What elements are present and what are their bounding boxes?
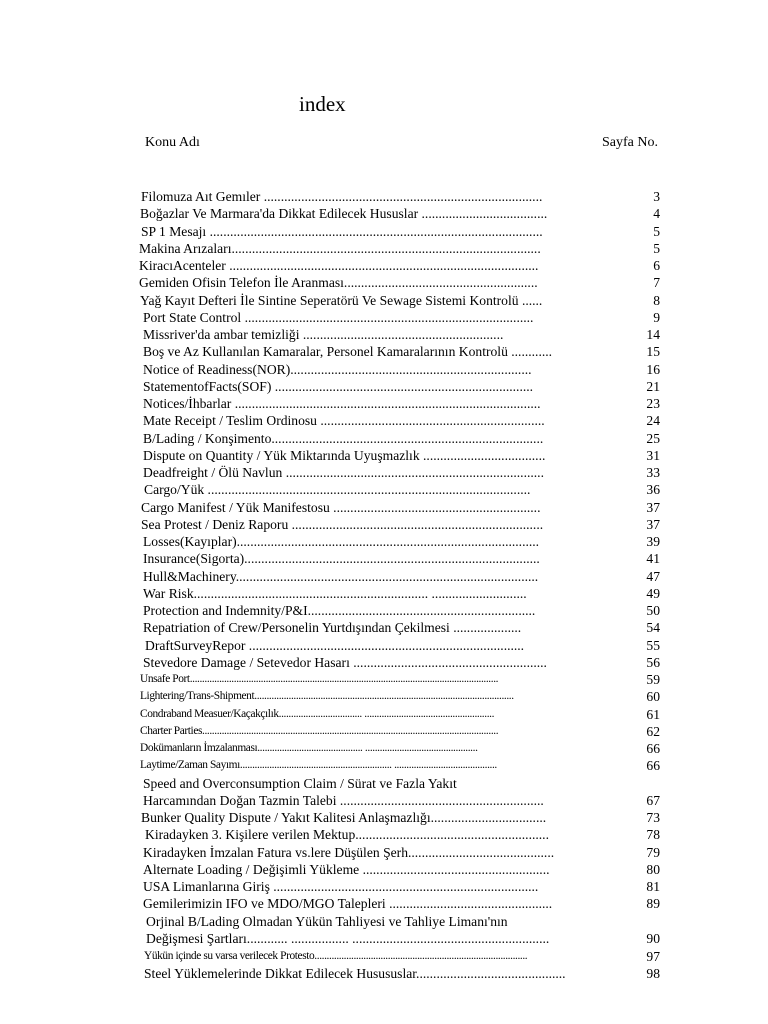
entry-title: War Risk..................................................................... ............................ bbox=[143, 585, 527, 601]
entry-title: Makina Arızaları........................................................................................... bbox=[139, 240, 541, 256]
entry-title: Notices/İhbarlar .......................................................................................... bbox=[143, 396, 541, 411]
index-entry bbox=[0, 757, 768, 774]
entry-title: Alternate Loading / Değişimli Yükleme ....................................................... bbox=[143, 861, 550, 877]
entry-title: Condraband Measuer/Kaçakçılık.................................. ..................................................... bbox=[140, 707, 495, 720]
entry-page-number: 98 bbox=[646, 966, 660, 982]
index-entry bbox=[0, 205, 768, 222]
index-entry bbox=[0, 619, 768, 636]
index-entry bbox=[0, 430, 768, 447]
topic-column-header: Konu Adı bbox=[145, 135, 200, 150]
entry-page-number: 37 bbox=[646, 516, 660, 532]
entry-title: Repatriation of Crew/Personelin Yurtdışından Çekilmesi .................... bbox=[143, 620, 522, 636]
entry-page-number: 49 bbox=[646, 585, 660, 601]
entry-title: Filomuza Aıt Gemıler .................................................................................. bbox=[141, 189, 543, 204]
index-entry bbox=[0, 568, 768, 585]
entry-title: Kiradayken 3. Kişilere verilen Mektup......................................................... bbox=[145, 827, 549, 843]
entry-title: Mate Receipt / Teslim Ordinosu .................................................................. bbox=[143, 413, 545, 429]
entry-title: Boğazlar Ve Marmara'da Dikkat Edilecek Hususlar ..................................... bbox=[140, 206, 548, 222]
entry-page-number: 79 bbox=[646, 844, 660, 860]
index-entry bbox=[0, 602, 768, 619]
entry-page-number: 73 bbox=[646, 810, 660, 825]
entry-page-number: 41 bbox=[646, 551, 660, 567]
index-entry bbox=[0, 240, 768, 257]
entry-title: Gemilerimizin IFO ve MDO/MGO Talepleri ................................................ bbox=[143, 896, 553, 912]
index-entry bbox=[0, 274, 768, 291]
index-entry bbox=[0, 585, 768, 602]
entry-title: B/Lading / Konşimento................................................................................ bbox=[143, 430, 544, 446]
entry-title: Laytime/Zaman Sayımı.............................................................. .......................................... bbox=[140, 759, 497, 772]
index-entry bbox=[0, 809, 768, 826]
index-entry bbox=[0, 654, 768, 671]
index-entry bbox=[0, 706, 768, 723]
index-entry bbox=[0, 723, 768, 740]
entry-page-number: 21 bbox=[646, 378, 660, 394]
entry-page-number: 80 bbox=[646, 861, 660, 877]
entry-title: Boş ve Az Kullanılan Kamaralar, Personel Kamaralarının Kontrolü ............ bbox=[143, 344, 553, 360]
entry-page-number: 67 bbox=[646, 792, 660, 808]
index-entry bbox=[0, 257, 768, 274]
entry-page-number: 16 bbox=[646, 361, 660, 377]
entry-page-number: 25 bbox=[646, 430, 660, 446]
entry-page-number: 36 bbox=[646, 482, 660, 498]
entry-title: Port State Control ..................................................................................... bbox=[143, 309, 534, 325]
entry-page-number: 54 bbox=[646, 620, 660, 636]
entry-page-number: 3 bbox=[653, 189, 660, 204]
entry-title: Cargo Manifest / Yük Manifestosu ............................................................. bbox=[141, 499, 541, 515]
entry-title: Yağ Kayıt Defteri İle Sintine Seperatörü Ve Sewage Sistemi Kontrolü ...... bbox=[140, 292, 543, 308]
entry-title: Dokümanların İmzalanması........................................... .............................................. bbox=[140, 742, 478, 754]
entry-title: KiracıAcenteler ........................................................................................... bbox=[139, 258, 539, 273]
entry-page-number: 5 bbox=[653, 240, 660, 256]
index-entry bbox=[0, 913, 768, 931]
entry-title: Protection and Indemnity/P&I................................................................... bbox=[143, 603, 536, 618]
entry-page-number: 60 bbox=[646, 689, 660, 705]
entry-page-number: 47 bbox=[646, 568, 660, 584]
entry-page-number: 23 bbox=[646, 396, 660, 411]
entry-page-number: 55 bbox=[646, 637, 660, 653]
entry-title: Speed and Overconsumption Claim / Sürat ve Fazla Yakıt bbox=[143, 775, 457, 791]
entry-title: Lightering/Trans-Shipment.......................................................................................................... bbox=[140, 690, 514, 703]
entry-page-number: 14 bbox=[646, 327, 660, 342]
entry-title: Sea Protest / Deniz Raporu .......................................................................... bbox=[141, 516, 544, 532]
entry-page-number: 81 bbox=[646, 879, 660, 894]
entry-page-number: 90 bbox=[646, 931, 660, 947]
entry-title: Değişmesi Şartları............ ................. .......................................................... bbox=[146, 931, 550, 947]
page-title: index bbox=[299, 92, 346, 116]
entry-title: StatementofFacts(SOF) ............................................................................ bbox=[143, 378, 534, 394]
entry-page-number: 4 bbox=[653, 206, 660, 222]
index-entry bbox=[0, 792, 768, 809]
entry-title: Kiradayken İmzalan Fatura vs.lere Düşülen Şerh........................................... bbox=[143, 844, 555, 860]
index-entry bbox=[0, 826, 768, 843]
entry-page-number: 33 bbox=[646, 465, 660, 480]
index-entry bbox=[0, 930, 768, 948]
index-entry bbox=[0, 878, 768, 895]
entry-page-number: 50 bbox=[646, 603, 660, 618]
entry-title: Dispute on Quantity / Yük Miktarında Uyuşmazlık .................................... bbox=[143, 447, 546, 463]
index-entry bbox=[0, 309, 768, 326]
entry-title: Stevedore Damage / Setevedor Hasarı ......................................................... bbox=[143, 654, 547, 670]
entry-title: USA Limanlarına Giriş .............................................................................. bbox=[143, 879, 539, 894]
entry-title: Steel Yüklemelerinde Dikkat Edilecek Husususlar............................................ bbox=[144, 966, 566, 982]
entry-page-number: 6 bbox=[653, 258, 660, 273]
entry-page-number: 37 bbox=[646, 499, 660, 515]
entry-title: Deadfreight / Ölü Navlun ............................................................................ bbox=[143, 465, 544, 480]
index-entry bbox=[0, 223, 768, 240]
entry-title: Orjinal B/Lading Olmadan Yükün Tahliyesi ve Tahliye Limanı'nın bbox=[146, 913, 508, 929]
index-entry bbox=[0, 775, 768, 792]
index-entry bbox=[0, 861, 768, 878]
page-column-header: Sayfa No. bbox=[602, 135, 658, 150]
index-entry bbox=[0, 965, 768, 983]
index-entry bbox=[0, 343, 768, 360]
index-entry bbox=[0, 292, 768, 309]
entry-page-number: 7 bbox=[653, 275, 660, 291]
entry-page-number: 31 bbox=[646, 447, 660, 463]
entry-title: Cargo/Yük ............................................................................................... bbox=[144, 482, 531, 498]
index-entry bbox=[0, 395, 768, 412]
entry-page-number: 8 bbox=[653, 292, 660, 308]
index-entry bbox=[0, 516, 768, 533]
index-entry bbox=[0, 671, 768, 688]
entry-page-number: 5 bbox=[653, 223, 660, 239]
index-list bbox=[0, 188, 768, 983]
entry-title: Gemiden Ofisin Telefon İle Aranması......................................................... bbox=[139, 275, 538, 291]
index-entry bbox=[0, 533, 768, 550]
index-entry bbox=[0, 447, 768, 464]
index-entry bbox=[0, 378, 768, 395]
entry-page-number: 56 bbox=[646, 654, 660, 670]
entry-title: Unsafe Port.............................................................................................................................. bbox=[140, 673, 499, 685]
entry-title: DraftSurveyRepor ................................................................................. bbox=[145, 637, 525, 653]
entry-title: Missriver'da ambar temizliği ........................................................... bbox=[143, 327, 504, 342]
index-entry bbox=[0, 550, 768, 567]
index-entry bbox=[0, 464, 768, 481]
entry-title: Yükün içinde su varsa verilecek Protesto....................................................................................... bbox=[144, 949, 528, 962]
entry-page-number: 62 bbox=[646, 723, 660, 739]
entry-page-number: 78 bbox=[646, 827, 660, 843]
entry-page-number: 59 bbox=[646, 672, 660, 687]
index-entry bbox=[0, 844, 768, 861]
index-entry bbox=[0, 499, 768, 516]
entry-page-number: 66 bbox=[646, 758, 660, 774]
index-entry bbox=[0, 326, 768, 343]
index-entry bbox=[0, 637, 768, 654]
index-entry bbox=[0, 361, 768, 378]
entry-page-number: 24 bbox=[646, 413, 660, 429]
index-entry bbox=[0, 481, 768, 498]
entry-title: Bunker Quality Dispute / Yakıt Kalitesi Anlaşmazlığı.................................. bbox=[141, 810, 547, 825]
entry-title: Losses(Kayıplar)......................................................................................... bbox=[143, 534, 540, 549]
entry-page-number: 39 bbox=[646, 534, 660, 549]
entry-page-number: 61 bbox=[646, 706, 660, 722]
entry-page-number: 89 bbox=[646, 896, 660, 912]
entry-title: Notice of Readiness(NOR)....................................................................... bbox=[143, 361, 532, 377]
entry-title: Insurance(Sigorta)....................................................................................... bbox=[143, 551, 540, 567]
index-entry bbox=[0, 740, 768, 757]
entry-page-number: 9 bbox=[653, 309, 660, 325]
entry-title: Charter Parties......................................................................................................................... bbox=[140, 724, 499, 737]
index-entry bbox=[0, 188, 768, 205]
entry-title: SP 1 Mesajı .................................................................................................. bbox=[141, 223, 543, 239]
entry-page-number: 15 bbox=[646, 344, 660, 360]
index-entry bbox=[0, 895, 768, 912]
entry-title: Harcamından Doğan Tazmin Talebi ............................................................ bbox=[143, 792, 544, 808]
entry-page-number: 97 bbox=[646, 948, 660, 964]
index-entry bbox=[0, 412, 768, 429]
index-entry bbox=[0, 688, 768, 705]
entry-title: Hull&Machinery......................................................................................... bbox=[143, 568, 539, 584]
entry-page-number: 66 bbox=[646, 741, 660, 756]
index-entry bbox=[0, 948, 768, 966]
